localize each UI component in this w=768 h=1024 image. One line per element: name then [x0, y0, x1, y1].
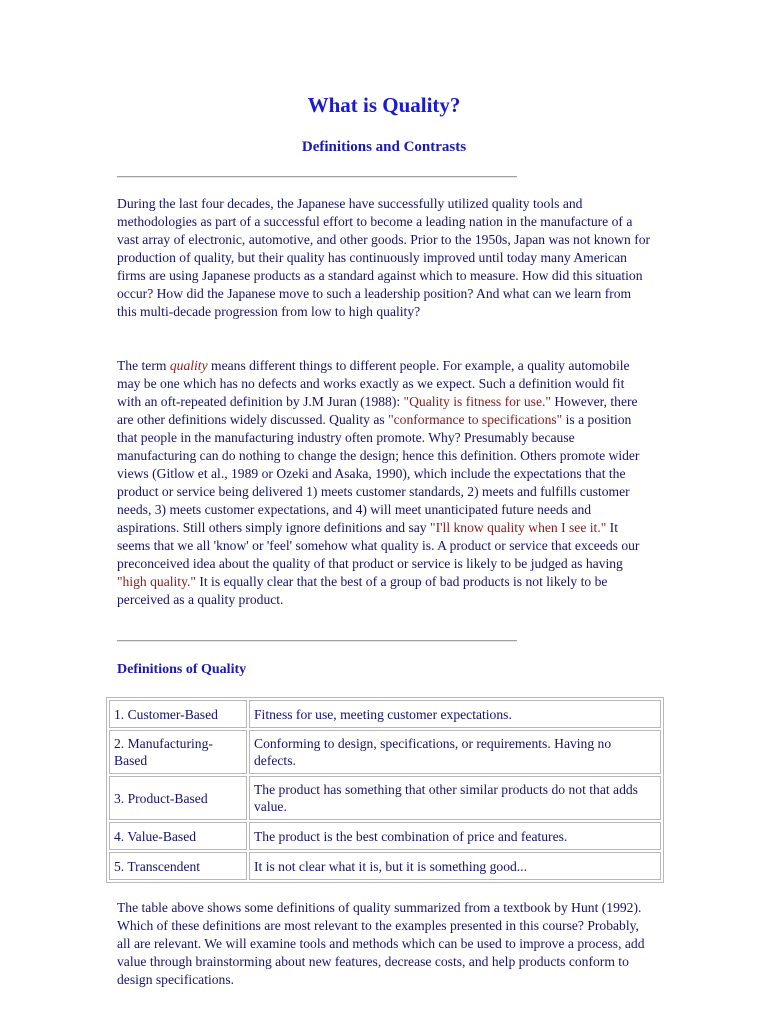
closing-paragraph: The table above shows some definitions of quality summarized from a textbook by Hunt (1992). Which of these definitions are most relevant to the examples presented in this course? Probably, all are relevant. We will examine tools and methods which can be used to improve a process, add value through brainstorming about new features, decrease costs, and help products conform to design specifications.	[117, 900, 645, 987]
term-text-1: The term	[117, 358, 170, 373]
definitions-heading: Definitions of Quality	[117, 662, 247, 677]
term-text-5: It seems that we all 'know' or 'feel' somehow what quality is. A product or service that exceeds our preconceived idea about the quality of that product or service is likely to be judged as having	[117, 520, 640, 571]
table-row	[109, 852, 661, 880]
term-text-3: However, there are other definitions widely discussed. Quality as	[117, 394, 638, 427]
term-quality-word: quality	[169, 358, 208, 373]
intro-paragraph: During the last four decades, the Japanese have successfully utilized quality tools and methodologies as part of a successful effort to become a leading nation in the manufacture of a vast array of electronic, automotive, and other goods. Prior to the 1950s, Japan was not known for production of quality, but their quality has continuously improved until today many American firms are using Japanese products as a standard against which to measure. How did this situation occur? How did the Japanese move to such a leadership position? And what can we learn from this multi-decade progression from low to high quality?	[117, 196, 651, 319]
table-row	[109, 776, 661, 820]
page-title: What is Quality?	[307, 93, 461, 117]
definition-description-cell: Conforming to design, specifications, or requirements. Having no defects.	[249, 730, 661, 774]
quote-conformance: "conformance to specifications"	[388, 412, 563, 427]
definition-name-cell: 3. Product-Based	[109, 776, 247, 820]
definition-name-cell: 1. Customer-Based	[109, 700, 247, 728]
page-subtitle: Definitions and Contrasts	[301, 139, 467, 155]
term-paragraph	[117, 357, 651, 609]
definition-description-cell: Fitness for use, meeting customer expectations.	[249, 700, 661, 728]
divider-middle	[117, 640, 517, 642]
definition-description-cell: It is not clear what it is, but it is something good...	[249, 852, 661, 880]
quote-know-quality: "I'll know quality when I see it."	[430, 520, 607, 535]
term-text-4: is a position that people in the manufacturing industry often promote. Why? Presumably because manufacturing can do nothing to change the design; hence this definition. Others promote wider views (Gitlow et al., 1989 or Ozeki and Asaka, 1990), which include the expectations that the product or service being delivered 1) meets customer standards, 2) meets and fulfills customer needs, 3) meets customer expectations, and 4) will meet unanticipated future needs and aspirations. Still others simply ignore definitions and say	[117, 412, 640, 535]
definition-name-cell: 2. Manufacturing-Based	[109, 730, 247, 774]
term-text-2: means different things to different people. For example, a quality automobile may be one which has no defects and works exactly as we expect. Such a definition would fit with an oft-repeated definition by J.M Juran (1988):	[117, 358, 630, 409]
table-row	[109, 822, 661, 850]
table-row	[109, 700, 661, 728]
quote-juran: "Quality is fitness for use."	[403, 394, 551, 409]
divider-top	[117, 176, 517, 178]
table-row	[109, 730, 661, 774]
definition-description-cell: The product has something that other similar products do not that adds value.	[249, 776, 661, 820]
definitions-table	[106, 697, 664, 883]
definition-name-cell: 5. Transcendent	[109, 852, 247, 880]
definition-description-cell: The product is the best combination of price and features.	[249, 822, 661, 850]
term-text-6: It is equally clear that the best of a group of bad products is not likely to be perceived as a quality product.	[117, 574, 608, 607]
definition-name-cell: 4. Value-Based	[109, 822, 247, 850]
quote-high-quality: "high quality."	[117, 574, 196, 589]
